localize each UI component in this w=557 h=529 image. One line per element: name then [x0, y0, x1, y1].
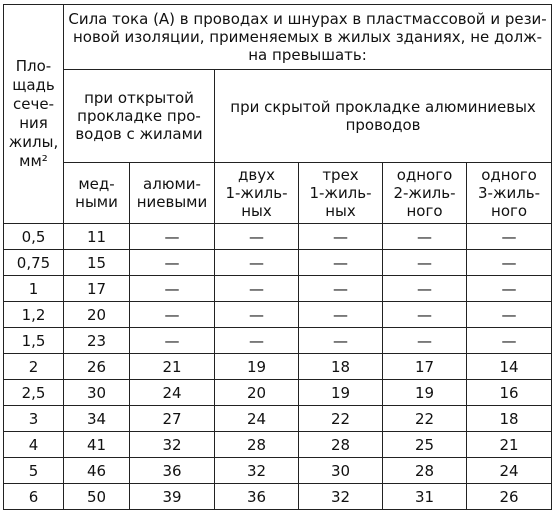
value-cell: — [467, 328, 552, 354]
area-cell: 2 [4, 354, 64, 380]
table-row [4, 380, 552, 406]
value-cell: 28 [299, 432, 383, 458]
value-cell: 18 [467, 406, 552, 432]
value-cell: 30 [299, 458, 383, 484]
value-cell: 16 [467, 380, 552, 406]
subheader-cell: одного 3-жиль- ного [467, 163, 552, 224]
value-cell: 11 [64, 224, 130, 250]
value-cell: 22 [299, 406, 383, 432]
value-cell: — [130, 250, 215, 276]
table-row [4, 458, 552, 484]
header-area: Пло- щадь сече- ния жилы, мм² [4, 5, 64, 224]
subheader-cell: двух 1-жиль- ных [215, 163, 299, 224]
header-hidden-laying: при скрытой прокладке алюминиевых проводов [215, 70, 552, 163]
value-cell: 19 [215, 354, 299, 380]
value-cell: 32 [299, 484, 383, 510]
value-cell: — [299, 276, 383, 302]
area-cell: 1 [4, 276, 64, 302]
value-cell: — [130, 302, 215, 328]
value-cell: 24 [467, 458, 552, 484]
value-cell: 50 [64, 484, 130, 510]
value-cell: 19 [383, 380, 467, 406]
area-cell: 1,5 [4, 328, 64, 354]
table-row [4, 328, 552, 354]
header-open-laying: при открытой прокладке про- водов с жилами [64, 70, 215, 163]
value-cell: — [299, 328, 383, 354]
value-cell: 26 [64, 354, 130, 380]
current-table [3, 4, 552, 510]
table-row [4, 432, 552, 458]
value-cell: 20 [215, 380, 299, 406]
value-cell: 17 [383, 354, 467, 380]
value-cell: 23 [64, 328, 130, 354]
subheader-cell: алюми- ниевыми [130, 163, 215, 224]
value-cell: 39 [130, 484, 215, 510]
value-cell: 26 [467, 484, 552, 510]
header-main-title: Сила тока (А) в проводах и шнурах в пластмассовой и рези- новой изоляции, применяемых в жилых зданиях, не долж- на превышать: [64, 5, 552, 70]
value-cell: — [215, 250, 299, 276]
table-row [4, 224, 552, 250]
value-cell: 30 [64, 380, 130, 406]
value-cell: — [299, 224, 383, 250]
value-cell: — [383, 224, 467, 250]
area-cell: 4 [4, 432, 64, 458]
value-cell: — [467, 276, 552, 302]
value-cell: — [383, 250, 467, 276]
value-cell: — [467, 224, 552, 250]
value-cell: 27 [130, 406, 215, 432]
value-cell: — [215, 276, 299, 302]
value-cell: 18 [299, 354, 383, 380]
value-cell: 28 [383, 458, 467, 484]
area-cell: 0,75 [4, 250, 64, 276]
value-cell: — [130, 224, 215, 250]
value-cell: — [467, 302, 552, 328]
value-cell: — [215, 224, 299, 250]
table-row [4, 354, 552, 380]
value-cell: 34 [64, 406, 130, 432]
value-cell: 24 [215, 406, 299, 432]
value-cell: 19 [299, 380, 383, 406]
table-row [4, 250, 552, 276]
subheader-cell: мед- ными [64, 163, 130, 224]
value-cell: 17 [64, 276, 130, 302]
value-cell: 41 [64, 432, 130, 458]
value-cell: — [467, 250, 552, 276]
value-cell: — [130, 276, 215, 302]
subheader-cell: одного 2-жиль- ного [383, 163, 467, 224]
area-cell: 3 [4, 406, 64, 432]
value-cell: 20 [64, 302, 130, 328]
table-body [4, 224, 552, 510]
value-cell: 24 [130, 380, 215, 406]
value-cell: 36 [215, 484, 299, 510]
value-cell: — [299, 250, 383, 276]
value-cell: 36 [130, 458, 215, 484]
value-cell: 25 [383, 432, 467, 458]
value-cell: 22 [383, 406, 467, 432]
value-cell: 14 [467, 354, 552, 380]
value-cell: — [130, 328, 215, 354]
value-cell: — [383, 276, 467, 302]
table-row [4, 484, 552, 510]
value-cell: — [383, 302, 467, 328]
value-cell: — [215, 328, 299, 354]
value-cell: 31 [383, 484, 467, 510]
table-row [4, 276, 552, 302]
table-row [4, 406, 552, 432]
value-cell: 32 [215, 458, 299, 484]
value-cell: 21 [467, 432, 552, 458]
area-cell: 1,2 [4, 302, 64, 328]
value-cell: 32 [130, 432, 215, 458]
value-cell: 15 [64, 250, 130, 276]
area-cell: 5 [4, 458, 64, 484]
value-cell: 28 [215, 432, 299, 458]
table-row [4, 302, 552, 328]
value-cell: 46 [64, 458, 130, 484]
value-cell: 21 [130, 354, 215, 380]
value-cell: — [215, 302, 299, 328]
area-cell: 0,5 [4, 224, 64, 250]
value-cell: — [383, 328, 467, 354]
area-cell: 2,5 [4, 380, 64, 406]
area-cell: 6 [4, 484, 64, 510]
value-cell: — [299, 302, 383, 328]
subheader-cell: трех 1-жиль- ных [299, 163, 383, 224]
